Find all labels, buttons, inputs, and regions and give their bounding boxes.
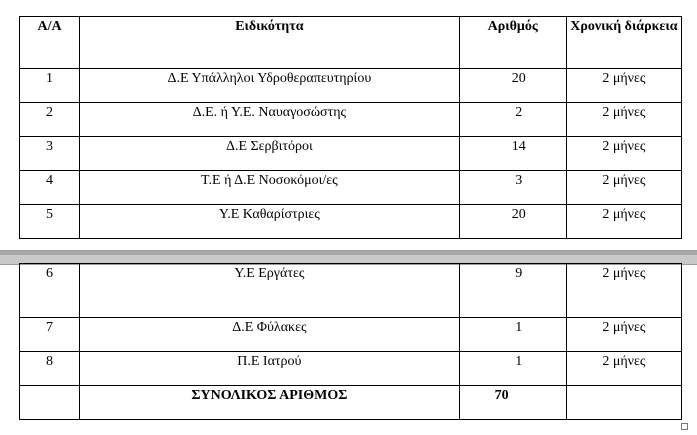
row-count: 3 — [459, 171, 566, 205]
table-resize-handle[interactable] — [681, 423, 688, 430]
table-row — [20, 69, 682, 103]
table-row — [20, 137, 682, 171]
staff-table-page1 — [19, 16, 682, 239]
table-row — [20, 103, 682, 137]
total-aa-empty — [20, 386, 80, 420]
row-specialty: Τ.Ε ή Δ.Ε Νοσοκόμοι/ες — [80, 171, 460, 205]
table-row — [20, 205, 682, 239]
row-count: 14 — [459, 137, 566, 171]
row-count: 20 — [459, 69, 566, 103]
total-row — [20, 386, 682, 420]
row-aa: 4 — [20, 171, 80, 205]
total-value: 70 — [459, 386, 566, 420]
row-duration: 2 μήνες — [566, 171, 681, 205]
row-duration: 2 μήνες — [566, 69, 681, 103]
row-aa: 2 — [20, 103, 80, 137]
row-specialty: Δ.Ε Φύλακες — [80, 318, 460, 352]
row-aa: 1 — [20, 69, 80, 103]
row-specialty: Υ.Ε Καθαρίστριες — [80, 205, 460, 239]
table-header-row — [20, 17, 682, 69]
row-aa: 7 — [20, 318, 80, 352]
row-duration: 2 μήνες — [566, 318, 681, 352]
header-duration: Χρονική διάρκεια — [566, 17, 681, 69]
total-label: ΣΥΝΟΛΙΚΟΣ ΑΡΙΘΜΟΣ — [80, 386, 460, 420]
table-row — [20, 171, 682, 205]
row-aa: 6 — [20, 264, 80, 318]
row-aa: 5 — [20, 205, 80, 239]
row-specialty: Δ.Ε. ή Υ.Ε. Ναυαγοσώστης — [80, 103, 460, 137]
row-count: 9 — [459, 264, 566, 318]
row-specialty: Υ.Ε Εργάτες — [80, 264, 460, 318]
row-duration: 2 μήνες — [566, 264, 681, 318]
row-count: 2 — [459, 103, 566, 137]
row-count: 1 — [459, 352, 566, 386]
row-count: 1 — [459, 318, 566, 352]
row-aa: 3 — [20, 137, 80, 171]
table-row — [20, 352, 682, 386]
table-row — [20, 318, 682, 352]
table-row — [20, 264, 682, 318]
header-specialty: Ειδικότητα — [80, 17, 460, 69]
row-specialty: Δ.Ε Υπάλληλοι Υδροθεραπευτηρίου — [80, 69, 460, 103]
row-aa: 8 — [20, 352, 80, 386]
row-specialty: Δ.Ε Σερβιτόροι — [80, 137, 460, 171]
row-duration: 2 μήνες — [566, 103, 681, 137]
row-duration: 2 μήνες — [566, 205, 681, 239]
total-duration-empty — [566, 386, 681, 420]
row-count: 20 — [459, 205, 566, 239]
row-specialty: Π.Ε Ιατρού — [80, 352, 460, 386]
row-duration: 2 μήνες — [566, 137, 681, 171]
header-count: Αριθμός — [459, 17, 566, 69]
header-aa: Α/Α — [20, 17, 80, 69]
staff-table-page2 — [19, 263, 682, 420]
row-duration: 2 μήνες — [566, 352, 681, 386]
